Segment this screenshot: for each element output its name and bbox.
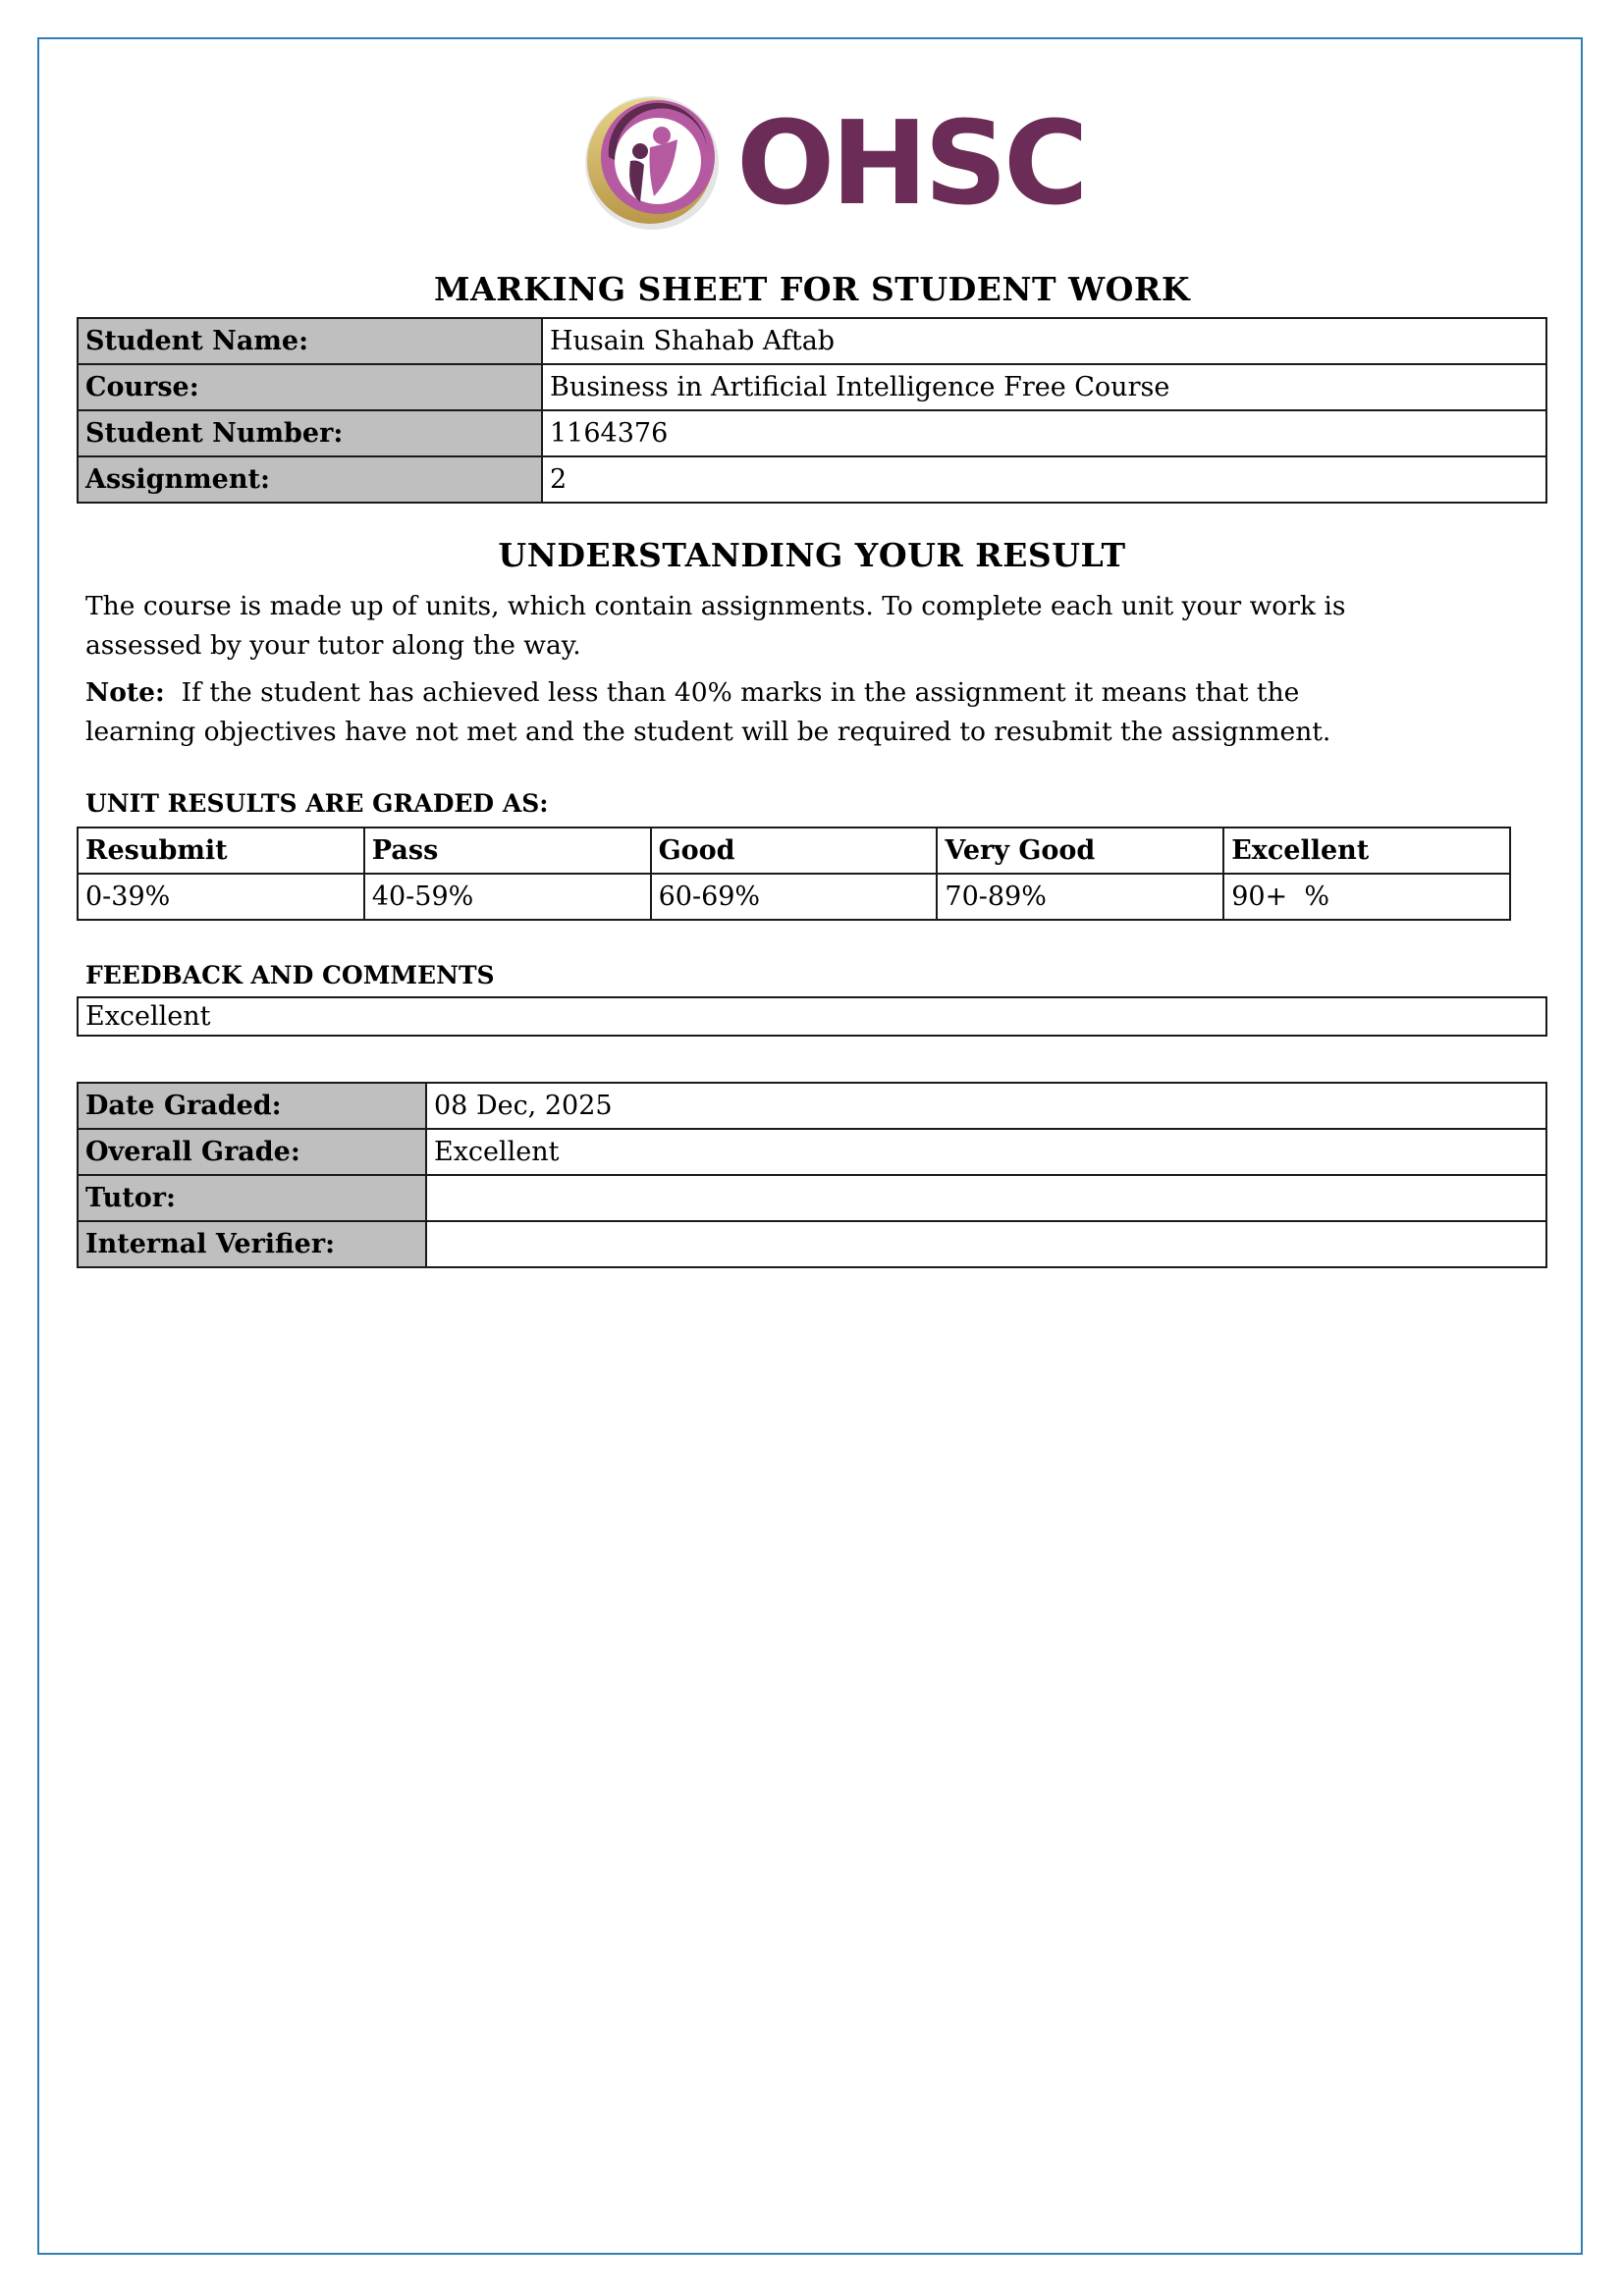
table-row xyxy=(78,1083,1546,1129)
grades-table xyxy=(77,827,1511,921)
logo-text: OHSC xyxy=(736,95,1085,231)
result-table xyxy=(77,1082,1547,1268)
table-row xyxy=(78,318,1546,364)
note-text: If the student has achieved less than 40% marks in the assignment it means that the learning objectives have not met and the student will be required to resubmit the assignment. xyxy=(85,677,1331,747)
table-row xyxy=(78,1129,1546,1175)
feedback-text: Excellent xyxy=(77,996,1547,1037)
grade-range: 40-59% xyxy=(364,874,651,920)
grade-name: Pass xyxy=(364,828,651,874)
student-number-value: 1164376 xyxy=(542,410,1546,456)
table-row xyxy=(78,364,1546,410)
table-row xyxy=(78,1175,1546,1221)
course-value: Business in Artificial Intelligence Free Course xyxy=(542,364,1546,410)
feedback-heading: FEEDBACK AND COMMENTS xyxy=(85,961,495,989)
grade-name: Good xyxy=(651,828,938,874)
assignment-label: Assignment: xyxy=(78,456,542,503)
grades-header-row xyxy=(78,828,1510,874)
grade-range: 60-69% xyxy=(651,874,938,920)
page-title: MARKING SHEET FOR STUDENT WORK xyxy=(433,270,1191,308)
tutor-label: Tutor: xyxy=(78,1175,426,1221)
grade-range: 0-39% xyxy=(78,874,364,920)
table-row xyxy=(78,410,1546,456)
internal-verifier-label: Internal Verifier: xyxy=(78,1221,426,1267)
student-info-table xyxy=(77,317,1547,504)
grade-name: Resubmit xyxy=(78,828,364,874)
grading-heading: UNIT RESULTS ARE GRADED AS: xyxy=(85,789,549,818)
grades-range-row xyxy=(78,874,1510,920)
understanding-heading: UNDERSTANDING YOUR RESULT xyxy=(498,536,1126,574)
grade-range: 70-89% xyxy=(937,874,1223,920)
grade-name: Excellent xyxy=(1223,828,1510,874)
student-number-label: Student Number: xyxy=(78,410,542,456)
student-name-label: Student Name: xyxy=(78,318,542,364)
note-label: Note: xyxy=(85,677,165,708)
internal-verifier-value xyxy=(426,1221,1546,1267)
grade-range: 90+ % xyxy=(1223,874,1510,920)
table-row xyxy=(78,456,1546,503)
ohsc-logo xyxy=(579,88,1085,236)
assignment-value: 2 xyxy=(542,456,1546,503)
course-description: The course is made up of units, which contain assignments. To complete each unit your work is assessed by your tutor along the way. xyxy=(85,591,1346,661)
date-graded-label: Date Graded: xyxy=(78,1083,426,1129)
tutor-value xyxy=(426,1175,1546,1221)
overall-grade-value: Excellent xyxy=(426,1129,1546,1175)
grade-name: Very Good xyxy=(937,828,1223,874)
note-paragraph xyxy=(85,673,1381,752)
student-name-value: Husain Shahab Aftab xyxy=(542,318,1546,364)
overall-grade-label: Overall Grade: xyxy=(78,1129,426,1175)
course-label: Course: xyxy=(78,364,542,410)
table-row xyxy=(78,1221,1546,1267)
date-graded-value: 08 Dec, 2025 xyxy=(426,1083,1546,1129)
